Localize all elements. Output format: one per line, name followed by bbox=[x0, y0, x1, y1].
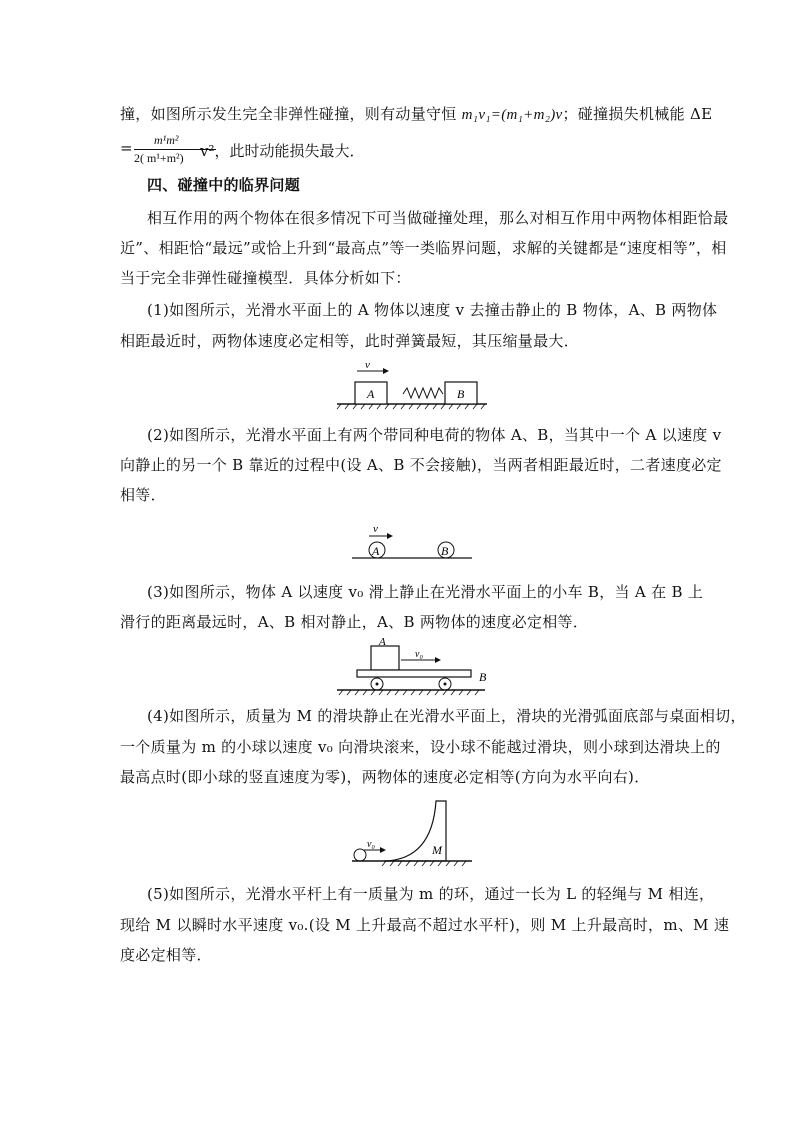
case3-line: (3)如图所示，物体 A 以速度 v₀ 滑上静止在光滑水平面上的小车 B，当 A 在 B 上 bbox=[147, 583, 704, 601]
label-v: v bbox=[373, 523, 378, 535]
ball-and-curved-slider-figure bbox=[350, 798, 476, 868]
section-heading: 四、碰撞中的临界问题 bbox=[147, 176, 301, 194]
intro-text: 撞，如图所示发生完全非弹性碰撞，则有动量守恒 bbox=[120, 105, 462, 123]
intro-line-1 bbox=[120, 104, 712, 125]
case2-line: 向静止的另一个 B 靠近的过程中(设 A、B 不会接触)，当两者相距最近时，二者速度必定 bbox=[120, 456, 722, 474]
case3-line: 滑行的距离最远时，A、B 相对静止，A、B 两物体的速度必定相等． bbox=[120, 613, 589, 631]
block-on-cart-figure bbox=[335, 637, 495, 699]
label-m: M bbox=[432, 843, 442, 857]
label-a: A bbox=[367, 387, 375, 401]
velocity-arrow bbox=[387, 533, 393, 539]
case1-line: (1)如图所示，光滑水平面上的 A 物体以速度 v 去撞击静止的 B 物体，A、B 两物体 bbox=[147, 301, 718, 319]
label-b: B bbox=[457, 387, 465, 401]
energy-loss-text: ；碰撞损失机械能 ΔE bbox=[562, 105, 713, 123]
small-ball bbox=[354, 849, 366, 861]
case4-line: (4)如图所示，质量为 M 的滑块静止在光滑水平面上，滑块的光滑弧面底部与桌面相切， bbox=[147, 707, 746, 725]
case5-line: 度必定相等． bbox=[120, 946, 212, 964]
case4-line: 最高点时(即小球的竖直速度为零)，两物体的速度必定相等(方向为水平向右)． bbox=[120, 768, 650, 786]
main-paragraph-line: 相互作用的两个物体在很多情况下可当做碰撞处理，那么对相互作用中两物体相距恰最 bbox=[147, 209, 729, 227]
momentum-equation: m₁v₁=(m₁+m₂)v bbox=[461, 107, 563, 123]
case1-line: 相距最近时，两物体速度必定相等，此时弹簧最短，其压缩量最大． bbox=[120, 332, 580, 350]
charged-objects-figure bbox=[350, 520, 476, 562]
case2-line: (2)如图所示，光滑水平面上有两个带同种电荷的物体 A、B，当其中一个 A 以速度 v bbox=[147, 426, 722, 444]
fraction-denominator: 2( m¹+m²) bbox=[134, 151, 184, 165]
cart-b bbox=[357, 670, 471, 677]
label-v0: v₀ bbox=[415, 649, 423, 660]
equals-sign: = bbox=[120, 139, 133, 157]
case5-line: 现给 M 以瞬时水平速度 v₀.(设 M 上升最高不超过水平杆)，则 M 上升最高时，m、M 速 bbox=[120, 916, 730, 934]
main-paragraph-line: 当于完全非弹性碰撞模型．具体分析如下： bbox=[120, 269, 411, 287]
label-v: v bbox=[365, 359, 370, 371]
velocity-arrow bbox=[383, 368, 389, 374]
case5-line: (5)如图所示，光滑水平杆上有一质量为 m 的环，通过一长为 L 的轻绳与 M 相连， bbox=[147, 885, 715, 903]
spring bbox=[403, 388, 443, 398]
fraction-numerator: m¹m² bbox=[154, 133, 179, 147]
spring-collision-figure bbox=[335, 358, 491, 410]
case2-line: 相等． bbox=[120, 486, 166, 504]
block-a bbox=[371, 646, 399, 670]
label-v0: v₀ bbox=[367, 839, 375, 850]
label-b: B bbox=[441, 544, 449, 558]
main-paragraph-line: 近”、相距恰“最远”或恰上升到“最高点”等一类临界问题，求解的关键都是“速度相等”，相 bbox=[120, 239, 727, 257]
label-a: A bbox=[372, 544, 380, 558]
label-b: B bbox=[479, 670, 487, 684]
intro-line-2-tail: v²，此时动能损失最大． bbox=[200, 142, 365, 160]
label-a: A bbox=[379, 636, 386, 648]
case4-line: 一个质量为 m 的小球以速度 v₀ 向滑块滚来，设小球不能越过滑块，则小球到达滑块上的 bbox=[120, 738, 721, 756]
velocity-arrow bbox=[380, 847, 386, 853]
velocity-arrow bbox=[435, 657, 441, 663]
